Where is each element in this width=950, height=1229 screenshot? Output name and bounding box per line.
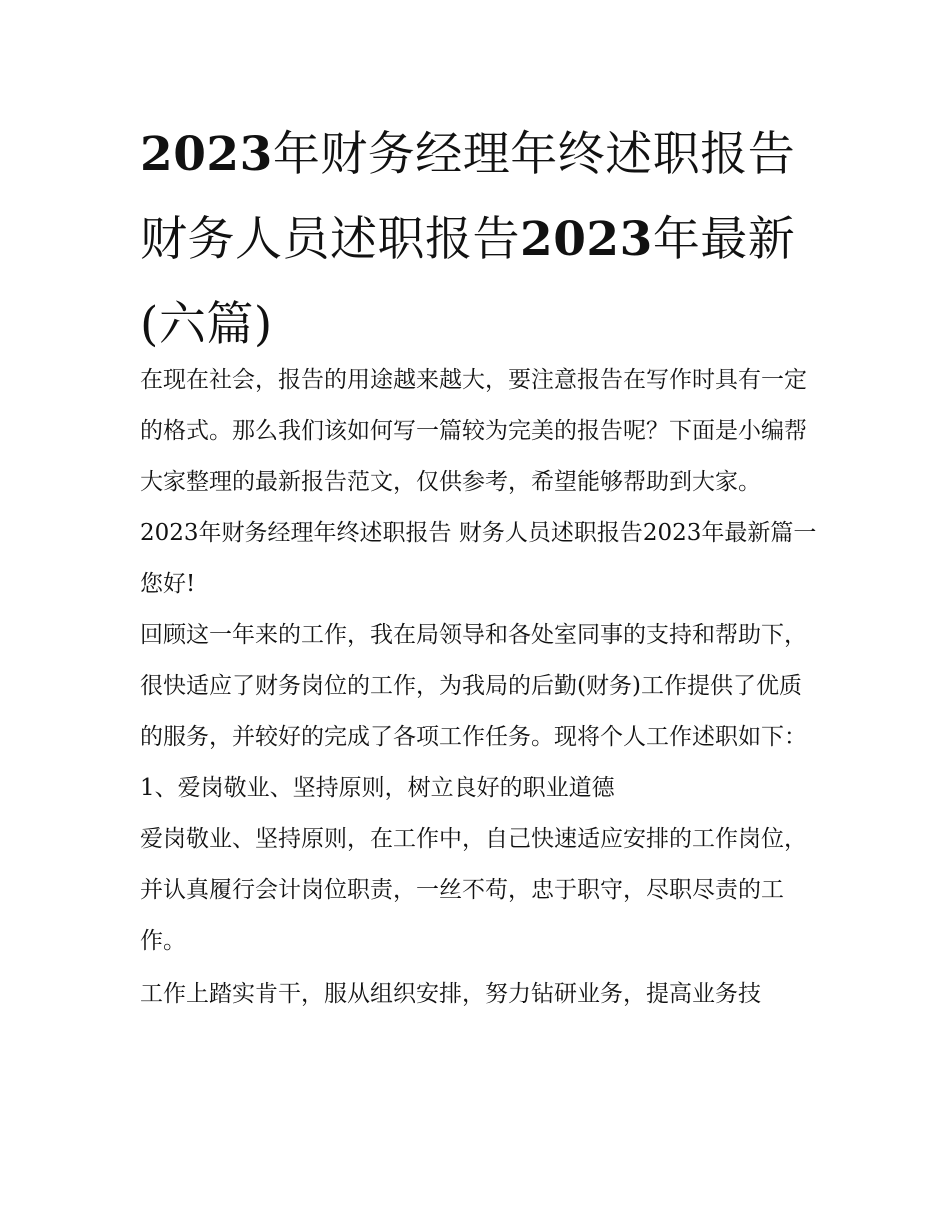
body-paragraph: 回顾这一年来的工作，我在局领导和各处室同事的支持和帮助下，很快适应了财务岗位的工作，为我局的后勤(财务)工作提供了优质的服务，并较好的完成了各项工作任务。现将个人工作述职如下：	[140, 622, 807, 750]
title-text: (六篇)	[140, 297, 273, 352]
body-paragraph: 工作上踏实肯干，服从组织安排，努力钻研业务，提高业务技	[140, 981, 761, 1007]
title-text: 财务人员述职报告	[140, 212, 520, 267]
section-heading: 2023年财务经理年终述职报告 财务人员述职报告2023年最新篇一 您好!	[140, 520, 817, 597]
title-text: 年财务经理年终述职报告	[272, 127, 796, 182]
document-body	[140, 355, 820, 1020]
title-year: 2023	[140, 127, 273, 182]
title-year: 2023	[520, 212, 653, 267]
title-line-2	[140, 197, 820, 282]
document-title	[140, 112, 820, 367]
title-text: 年最新	[652, 212, 796, 267]
title-line-1	[140, 112, 820, 197]
intro-paragraph: 在现在社会，报告的用途越来越大，要注意报告在写作时具有一定的格式。那么我们该如何写一篇较为完美的报告呢？下面是小编帮大家整理的最新报告范文，仅供参考，希望能够帮助到大家。	[140, 367, 807, 495]
list-item-heading: 1、爱岗敬业、坚持原则，树立良好的职业道德	[140, 775, 615, 801]
body-paragraph: 爱岗敬业、坚持原则，在工作中，自己快速适应安排的工作岗位，并认真履行会计岗位职责，一丝不苟，忠于职守，尽职尽责的工作。	[140, 826, 807, 954]
